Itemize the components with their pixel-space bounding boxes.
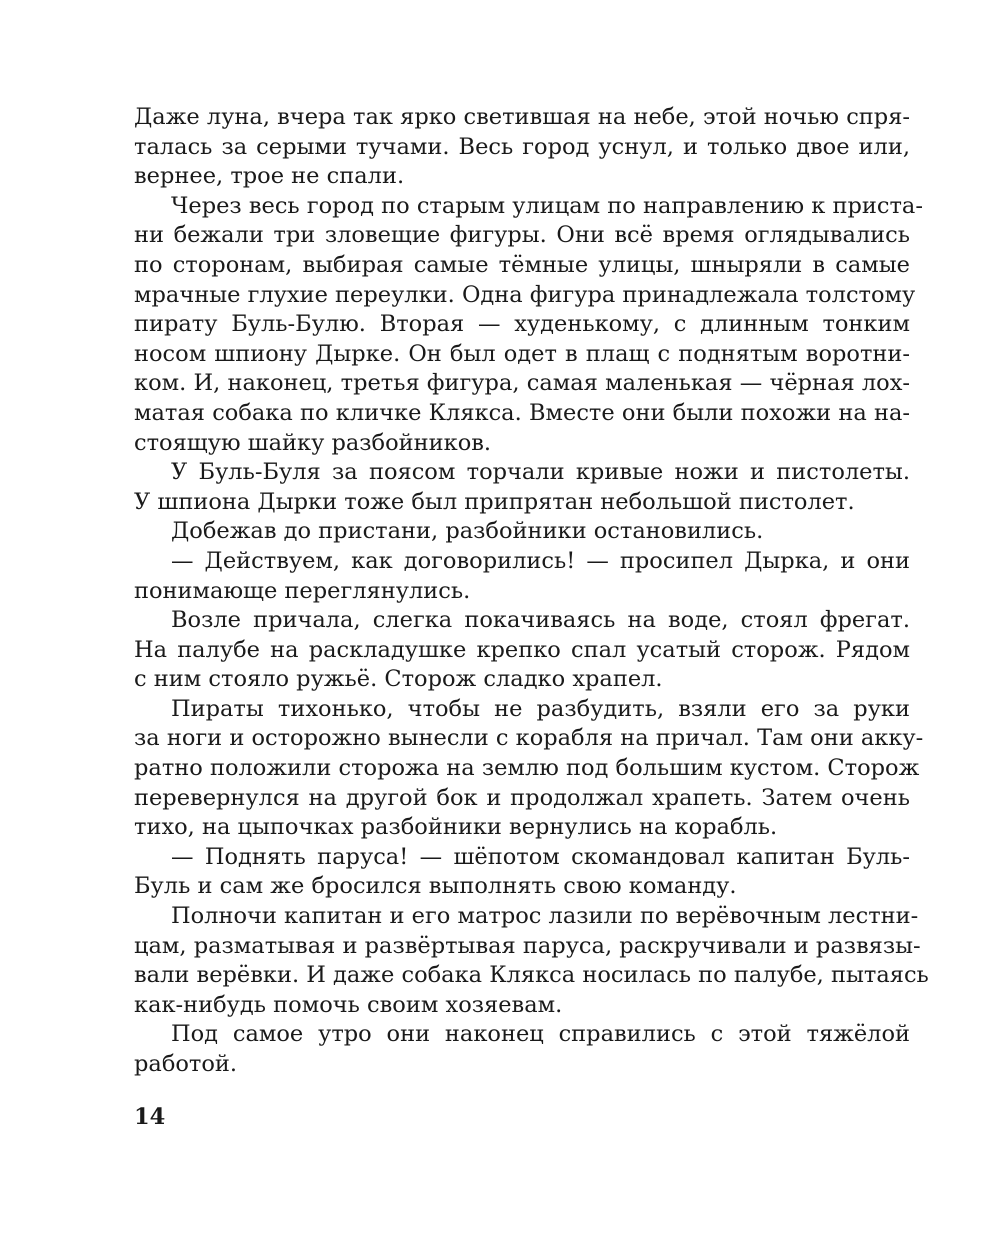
text-line: понимающе переглянулись. <box>134 577 471 604</box>
text-line: Даже луна, вчера так ярко светившая на небе, этой ночью спря- <box>134 104 910 130</box>
text-line: как-нибудь помочь своим хозяевам. <box>134 991 563 1018</box>
text-line: У шпиона Дырки тоже был припрятан небольшой пистолет. <box>134 488 855 515</box>
text-line: за ноги и осторожно вынесли с корабля на причал. Там они акку- <box>134 725 924 752</box>
text-line: по сторонам, выбирая самые тёмные улицы, шныряли в самые <box>134 251 910 278</box>
text-line: вали верёвки. И даже собака Клякса носилась по палубе, пытаясь <box>134 962 929 989</box>
paragraph <box>134 517 910 547</box>
text-line: ни бежали три зловещие фигуры. Они всё время оглядывались <box>134 222 910 249</box>
text-line: Возле причала, слегка покачиваясь на воде, стоял фрегат. <box>171 607 910 634</box>
text-line: Полночи капитан и его матрос лазили по верёвочным лестни- <box>171 903 919 930</box>
paragraph <box>134 458 910 517</box>
text-line: стоящую шайку разбойников. <box>134 429 492 456</box>
text-line: Под самое утро они наконец справились с этой тяжёлой <box>171 1021 910 1048</box>
text-line: талась за серыми тучами. Весь город уснул, и только двое или, <box>134 133 910 160</box>
text-line: матая собака по кличке Клякса. Вместе они были похожи на на- <box>134 399 910 426</box>
text-line: Пираты тихонько, чтобы не разбудить, взяли его за руки <box>171 695 910 722</box>
text-line: мрачные глухие переулки. Одна фигура принадлежала толстому <box>134 281 916 308</box>
page-number: 14 <box>134 1104 166 1130</box>
text-line: ратно положили сторожа на землю под большим кустом. Сторож <box>134 755 920 782</box>
text-line: У Буль-Буля за поясом торчали кривые ножи и пистолеты. <box>171 459 910 486</box>
text-line: Через весь город по старым улицам по направлению к приста- <box>171 192 923 219</box>
text-line: На палубе на раскладушке крепко спал усатый сторож. Рядом <box>134 636 910 663</box>
text-line: цам, разматывая и развёртывая паруса, раскручивали и развязы- <box>134 932 921 959</box>
text-line: пирату Буль-Булю. Вторая — худенькому, с длинным тонким <box>134 311 910 338</box>
body-text <box>134 103 929 1080</box>
paragraph <box>134 843 910 902</box>
text-line: вернее, трое не спали. <box>134 163 405 190</box>
text-line: перевернулся на другой бок и продолжал храпеть. Затем очень <box>134 784 910 811</box>
text-line: — Поднять паруса! — шёпотом скомандовал капитан Буль- <box>171 843 910 870</box>
text-line: носом шпиону Дырке. Он был одет в плащ с поднятым воротни- <box>134 340 910 367</box>
text-line: работой. <box>134 1051 238 1077</box>
paragraph <box>134 192 923 458</box>
text-line: — Действуем, как договорились! — просипел Дырка, и они <box>171 547 910 574</box>
text-line: Добежав до пристани, разбойники остановились. <box>171 518 764 545</box>
paragraph <box>134 103 910 192</box>
paragraph <box>134 606 910 695</box>
paragraph <box>134 695 924 843</box>
paragraph <box>134 902 929 1020</box>
text-line: ком. И, наконец, третья фигура, самая маленькая — чёрная лох- <box>134 370 910 397</box>
text-line: Буль и сам же бросился выполнять свою команду. <box>134 873 737 900</box>
paragraph <box>134 1020 910 1079</box>
text-line: тихо, на цыпочках разбойники вернулись на корабль. <box>134 814 778 841</box>
paragraph <box>134 547 910 606</box>
text-line: с ним стояло ружьё. Сторож сладко храпел. <box>134 666 663 693</box>
